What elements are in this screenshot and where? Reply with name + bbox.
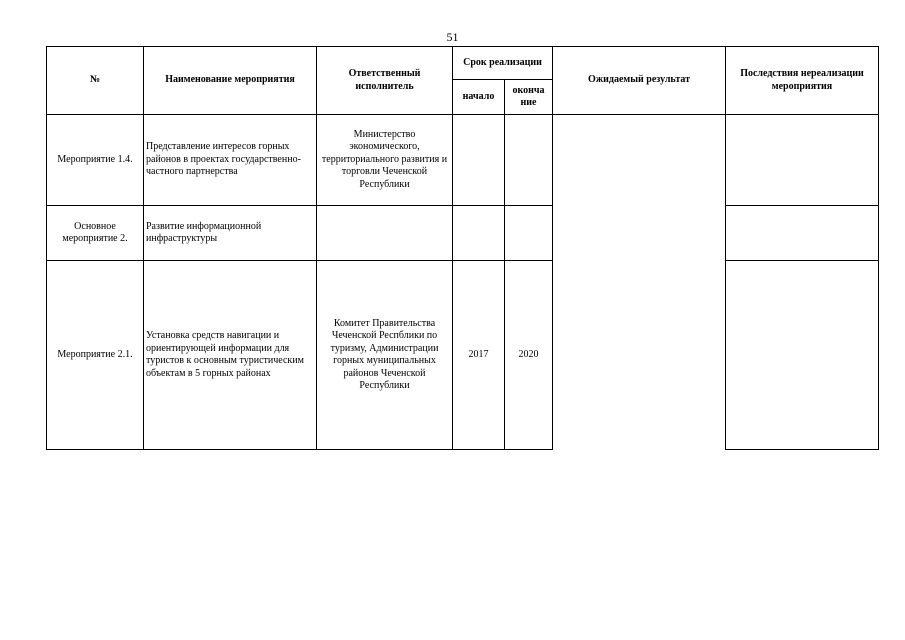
activity-start: 2017	[453, 261, 505, 450]
activity-name: Представление интересов горных районов в проектах государственно-частного партнерства	[144, 115, 317, 206]
activities-table	[46, 46, 879, 450]
header-term: Срок реализации	[453, 47, 553, 80]
header-term-start: начало	[453, 80, 505, 115]
header-term-end: оконча ние	[505, 80, 553, 115]
activity-number: Мероприятие 1.4.	[47, 115, 144, 206]
activity-end: 2020	[505, 261, 553, 450]
header-activity-name: Наименование мероприятия	[144, 47, 317, 115]
activity-start	[453, 115, 505, 206]
page-number: 51	[446, 30, 459, 44]
main-activity-number: Основное мероприятие 2.	[47, 206, 144, 261]
activity-consequences	[726, 206, 879, 261]
activity-responsible	[317, 206, 453, 261]
activity-result	[553, 206, 726, 261]
activity-name: Установка средств навигации и ориентирующей информации для туристов к основным туристическим объектам в 5 горных районах	[144, 261, 317, 450]
activity-consequences	[726, 115, 879, 206]
header-responsible: Ответственный исполнитель	[317, 47, 453, 115]
activity-start	[453, 206, 505, 261]
header-consequences: Последствия нереализации мероприятия	[726, 47, 879, 115]
table-row	[47, 261, 879, 450]
activity-responsible: Министерство экономического, территориального развития и торговли Чеченской Республики	[317, 115, 453, 206]
table-row	[47, 115, 879, 206]
main-activity-name: Развитие информационной инфраструктуры	[144, 206, 317, 261]
header-number: №	[47, 47, 144, 115]
activity-result	[553, 261, 726, 450]
activity-consequences	[726, 261, 879, 450]
header-row-top	[47, 47, 879, 80]
activity-responsible: Комитет Правительства Чеченской Респблики по туризму, Администрации горных муниципальных районов Чеченской Республики	[317, 261, 453, 450]
header-expected-result: Ожидаемый результат	[553, 47, 726, 115]
activity-end	[505, 206, 553, 261]
activity-result	[553, 115, 726, 206]
activity-end	[505, 115, 553, 206]
activity-number: Мероприятие 2.1.	[47, 261, 144, 450]
table-row	[47, 206, 879, 261]
